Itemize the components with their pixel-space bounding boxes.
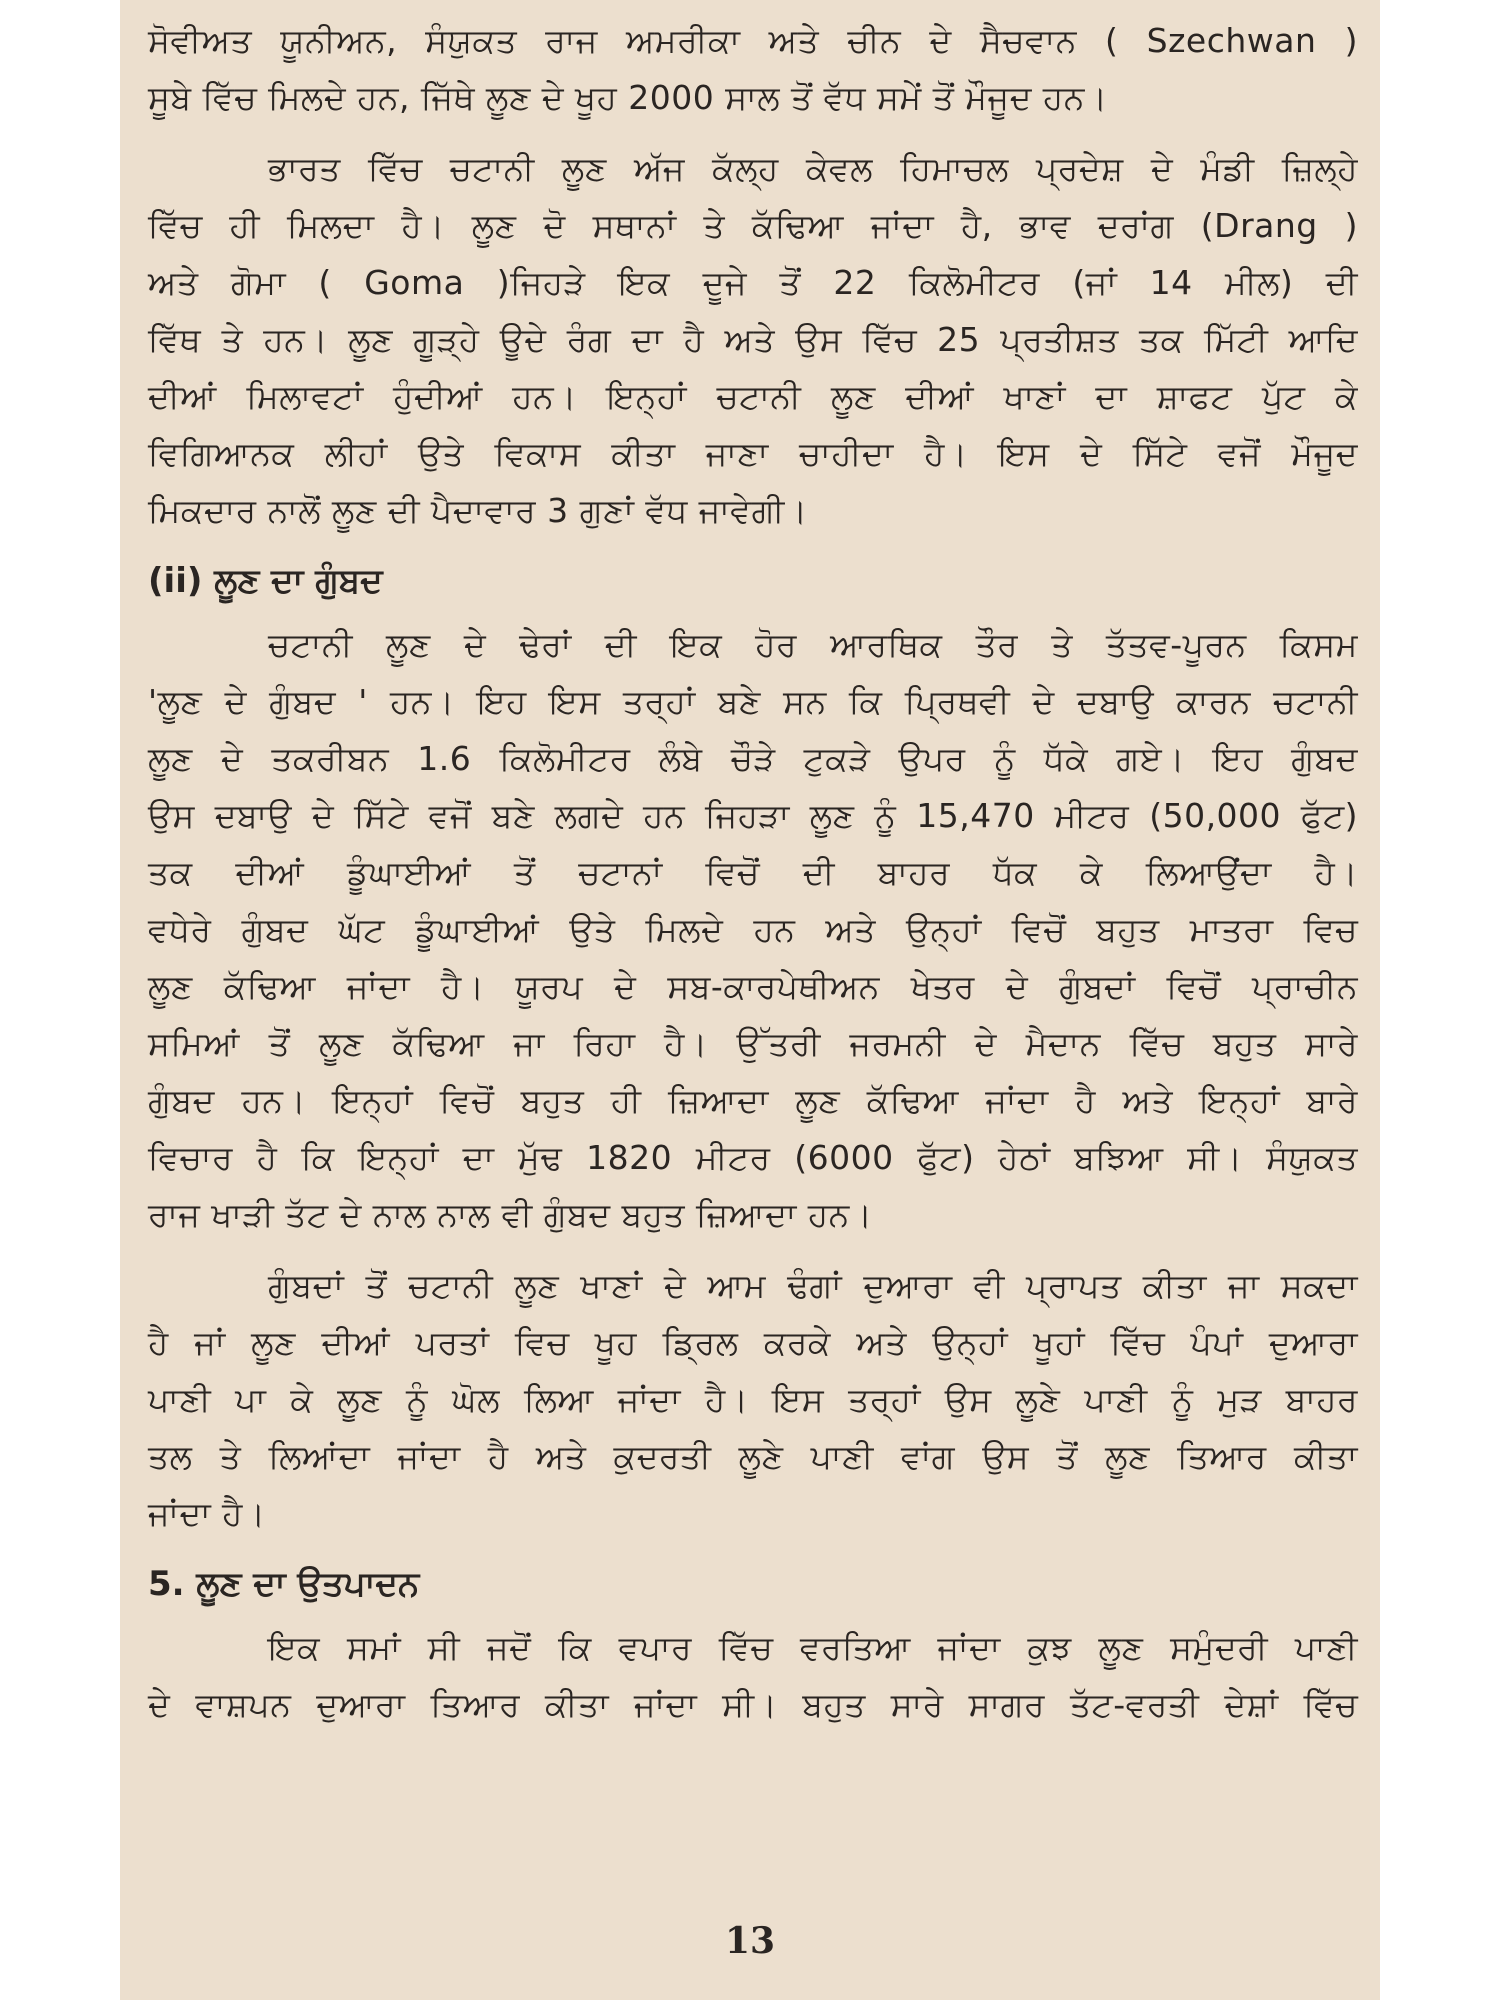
- text-line: ਵਿੱਥ ਤੇ ਹਨ। ਲੂਣ ਗੂੜ੍ਹੇ ਊਦੇ ਰੰਗ ਦਾ ਹੈ ਅਤੇ ਉਸ ਵਿੱਚ 25 ਪ੍ਰਤੀਸ਼ਤ ਤਕ ਮਿੱਟੀ ਆਦਿ: [148, 320, 1358, 359]
- page-number: 13: [724, 1920, 776, 1962]
- text-line: ਉਸ ਦਬਾਉ ਦੇ ਸਿੱਟੇ ਵਜੋਂ ਬਣੇ ਲਗਦੇ ਹਨ ਜਿਹੜਾ ਲੂਣ ਨੂੰ 15,470 ਮੀਟਰ (50,000 ਫੁੱਟ): [148, 796, 1358, 835]
- text-line: ਚਟਾਨੀ ਲੂਣ ਦੇ ਢੇਰਾਂ ਦੀ ਇਕ ਹੋਰ ਆਰਥਿਕ ਤੌਰ ਤੇ ਤੱਤਵ-ਪੂਰਨ ਕਿਸਮ: [268, 625, 1358, 664]
- paragraph-2: [148, 140, 1358, 539]
- text-line: ਸੋਵੀਅਤ ਯੂਨੀਅਨ, ਸੰਯੁਕਤ ਰਾਜ ਅਮਰੀਕਾ ਅਤੇ ਚੀਨ ਦੇ ਸੈਚਵਾਨ ( Szechwan ): [148, 21, 1358, 60]
- text-line: ਵਿਚਾਰ ਹੈ ਕਿ ਇਨ੍ਹਾਂ ਦਾ ਮੁੱਢ 1820 ਮੀਟਰ (6000 ਫੁੱਟ) ਹੇਠਾਂ ਬਝਿਆ ਸੀ। ਸੰਯੁਕਤ: [148, 1138, 1358, 1177]
- paragraph-1: [148, 12, 1358, 126]
- text-line: 'ਲੂਣ ਦੇ ਗੁੰਬਦ ' ਹਨ। ਇਹ ਇਸ ਤਰ੍ਹਾਂ ਬਣੇ ਸਨ ਕਿ ਪ੍ਰਿਥਵੀ ਦੇ ਦਬਾਉ ਕਾਰਨ ਚਟਾਨੀ: [148, 682, 1358, 721]
- text-line: ਗੁੰਬਦਾਂ ਤੋਂ ਚਟਾਨੀ ਲੂਣ ਖਾਣਾਂ ਦੇ ਆਮ ਢੰਗਾਂ ਦੁਆਰਾ ਵੀ ਪ੍ਰਾਪਤ ਕੀਤਾ ਜਾ ਸਕਦਾ: [268, 1266, 1358, 1305]
- text-line: ਸੂਬੇ ਵਿੱਚ ਮਿਲਦੇ ਹਨ, ਜਿੱਥੇ ਲੂਣ ਦੇ ਖੂਹ 2000 ਸਾਲ ਤੋਂ ਵੱਧ ਸਮੇਂ ਤੋਂ ਮੌਜੂਦ ਹਨ।: [148, 78, 1108, 117]
- text-line: ਭਾਰਤ ਵਿੱਚ ਚਟਾਨੀ ਲੂਣ ਅੱਜ ਕੱਲ੍ਹ ਕੇਵਲ ਹਿਮਾਚਲ ਪ੍ਰਦੇਸ਼ ਦੇ ਮੰਡੀ ਜ਼ਿਲ੍ਹੇ: [268, 149, 1358, 188]
- paragraph-4: [148, 1257, 1358, 1542]
- text-line: ਵਿਗਿਆਨਕ ਲੀਹਾਂ ਉਤੇ ਵਿਕਾਸ ਕੀਤਾ ਜਾਣਾ ਚਾਹੀਦਾ ਹੈ। ਇਸ ਦੇ ਸਿੱਟੇ ਵਜੋਂ ਮੌਜੂਦ: [148, 434, 1358, 473]
- text-line: ਗੁੰਬਦ ਹਨ। ਇਨ੍ਹਾਂ ਵਿਚੋਂ ਬਹੁਤ ਹੀ ਜ਼ਿਆਦਾ ਲੂਣ ਕੱਢਿਆ ਜਾਂਦਾ ਹੈ ਅਤੇ ਇਨ੍ਹਾਂ ਬਾਰੇ: [148, 1081, 1358, 1120]
- text-line: ਮਿਕਦਾਰ ਨਾਲੋਂ ਲੂਣ ਦੀ ਪੈਦਾਵਾਰ 3 ਗੁਣਾਂ ਵੱਧ ਜਾਵੇਗੀ।: [148, 491, 808, 530]
- text-line: ਤਕ ਦੀਆਂ ਡੂੰਘਾਈਆਂ ਤੋਂ ਚਟਾਨਾਂ ਵਿਚੋਂ ਦੀ ਬਾਹਰ ਧੱਕ ਕੇ ਲਿਆਉਂਦਾ ਹੈ।: [148, 853, 1358, 892]
- text-line: ਅਤੇ ਗੋਮਾ ( Goma )ਜਿਹੜੇ ਇਕ ਦੂਜੇ ਤੋਂ 22 ਕਿਲੋਮੀਟਰ (ਜਾਂ 14 ਮੀਲ) ਦੀ: [148, 263, 1358, 302]
- text-line: ਤਲ ਤੇ ਲਿਆਂਦਾ ਜਾਂਦਾ ਹੈ ਅਤੇ ਕੁਦਰਤੀ ਲੂਣੇ ਪਾਣੀ ਵਾਂਗ ਉਸ ਤੋਂ ਲੂਣ ਤਿਆਰ ਕੀਤਾ: [148, 1437, 1358, 1476]
- text-line: ਜਾਂਦਾ ਹੈ।: [148, 1494, 266, 1533]
- text-line: ਦੇ ਵਾਸ਼ਪਨ ਦੁਆਰਾ ਤਿਆਰ ਕੀਤਾ ਜਾਂਦਾ ਸੀ। ਬਹੁਤ ਸਾਰੇ ਸਾਗਰ ਤੱਟ-ਵਰਤੀ ਦੇਸ਼ਾਂ ਵਿੱਚ: [148, 1685, 1358, 1724]
- text-line: ਇਕ ਸਮਾਂ ਸੀ ਜਦੋਂ ਕਿ ਵਪਾਰ ਵਿੱਚ ਵਰਤਿਆ ਜਾਂਦਾ ਕੁਝ ਲੂਣ ਸਮੁੰਦਰੀ ਪਾਣੀ: [268, 1628, 1358, 1667]
- paragraph-5: [148, 1619, 1358, 1733]
- section-heading-5: 5. ਲੂਣ ਦਾ ਉਤਪਾਦਨ: [148, 1564, 420, 1604]
- section-heading-ii: (ii) ਲੂਣ ਦਾ ਗੁੰਬਦ: [148, 561, 383, 601]
- paragraph-gap: [148, 1243, 1358, 1257]
- paragraph-gap: [148, 126, 1358, 140]
- text-line: ਲੂਣ ਕੱਢਿਆ ਜਾਂਦਾ ਹੈ। ਯੂਰਪ ਦੇ ਸਬ-ਕਾਰਪੇਥੀਅਨ ਖੇਤਰ ਦੇ ਗੁੰਬਦਾਂ ਵਿਚੋਂ ਪ੍ਰਾਚੀਨ: [148, 967, 1358, 1006]
- text-line: ਵਿੱਚ ਹੀ ਮਿਲਦਾ ਹੈ। ਲੂਣ ਦੋ ਸਥਾਨਾਂ ਤੇ ਕੱਢਿਆ ਜਾਂਦਾ ਹੈ, ਭਾਵ ਦਰਾਂਗ (Drang ): [148, 206, 1358, 245]
- text-line: ਵਧੇਰੇ ਗੁੰਬਦ ਘੱਟ ਡੂੰਘਾਈਆਂ ਉਤੇ ਮਿਲਦੇ ਹਨ ਅਤੇ ਉਨ੍ਹਾਂ ਵਿਚੋਂ ਬਹੁਤ ਮਾਤਰਾ ਵਿਚ: [148, 910, 1358, 949]
- text-line: ਲੂਣ ਦੇ ਤਕਰੀਬਨ 1.6 ਕਿਲੋਮੀਟਰ ਲੰਬੇ ਚੌੜੇ ਟੁਕੜੇ ਉਪਰ ਨੂੰ ਧੱਕੇ ਗਏ। ਇਹ ਗੁੰਬਦ: [148, 739, 1358, 778]
- text-line: ਹੈ ਜਾਂ ਲੂਣ ਦੀਆਂ ਪਰਤਾਂ ਵਿਚ ਖੂਹ ਡ੍ਰਿਲ ਕਰਕੇ ਅਤੇ ਉਨ੍ਹਾਂ ਖੂਹਾਂ ਵਿੱਚ ਪੰਪਾਂ ਦੁਆਰਾ: [148, 1323, 1358, 1362]
- book-page: [120, 0, 1380, 2000]
- text-line: ਰਾਜ ਖਾੜੀ ਤੱਟ ਦੇ ਨਾਲ ਨਾਲ ਵੀ ਗੁੰਬਦ ਬਹੁਤ ਜ਼ਿਆਦਾ ਹਨ।: [148, 1195, 873, 1234]
- paragraph-3: [148, 616, 1358, 1243]
- text-line: ਦੀਆਂ ਮਿਲਾਵਟਾਂ ਹੁੰਦੀਆਂ ਹਨ। ਇਨ੍ਹਾਂ ਚਟਾਨੀ ਲੂਣ ਦੀਆਂ ਖਾਣਾਂ ਦਾ ਸ਼ਾਫਟ ਪੁੱਟ ਕੇ: [148, 377, 1358, 416]
- text-line: ਪਾਣੀ ਪਾ ਕੇ ਲੂਣ ਨੂੰ ਘੋਲ ਲਿਆ ਜਾਂਦਾ ਹੈ। ਇਸ ਤਰ੍ਹਾਂ ਉਸ ਲੂਣੇ ਪਾਣੀ ਨੂੰ ਮੁੜ ਬਾਹਰ: [148, 1380, 1358, 1419]
- text-line: ਸਮਿਆਂ ਤੋਂ ਲੂਣ ਕੱਢਿਆ ਜਾ ਰਿਹਾ ਹੈ। ਉੱਤਰੀ ਜਰਮਨੀ ਦੇ ਮੈਦਾਨ ਵਿੱਚ ਬਹੁਤ ਸਾਰੇ: [148, 1024, 1358, 1063]
